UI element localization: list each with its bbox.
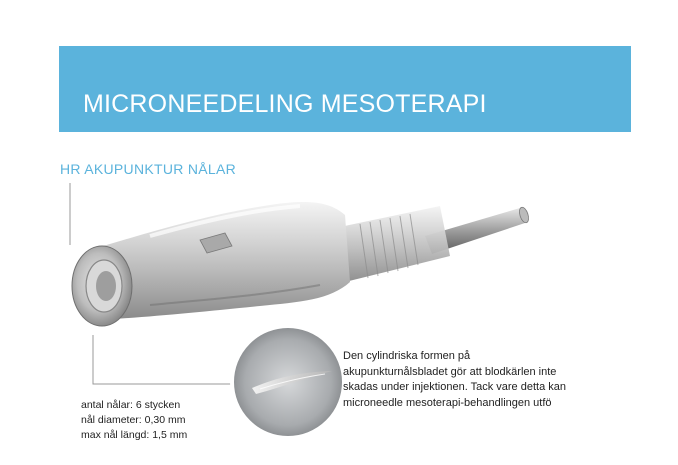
spec-needle-count: antal nålar: 6 stycken [81,399,181,411]
description-line: akupunkturnålsbladet gör att blodkärlen inte [343,365,557,378]
spec-needle-diameter: nål diameter: 0,30 mm [81,414,186,426]
description-line: Den cylindriska formen på [343,350,471,362]
product-subtitle: HR AKUPUNKTUR NÅLAR [60,161,237,177]
description-line: microneedle mesoterapi-behandlingen utfö [343,396,552,409]
threaded-section [335,206,450,282]
cartridge-cap [72,246,132,326]
description-line: skadas under injektionen. Tack vare detta kan [343,381,566,393]
needle-tip-zoom [232,326,344,438]
needle-specifications [81,398,187,443]
page-title: MICRONEEDELING MESOTERAPI [83,90,487,118]
product-description [343,349,633,411]
specs-leader-line [93,335,240,384]
spec-needle-length: max nål längd: 1,5 mm [81,429,188,441]
